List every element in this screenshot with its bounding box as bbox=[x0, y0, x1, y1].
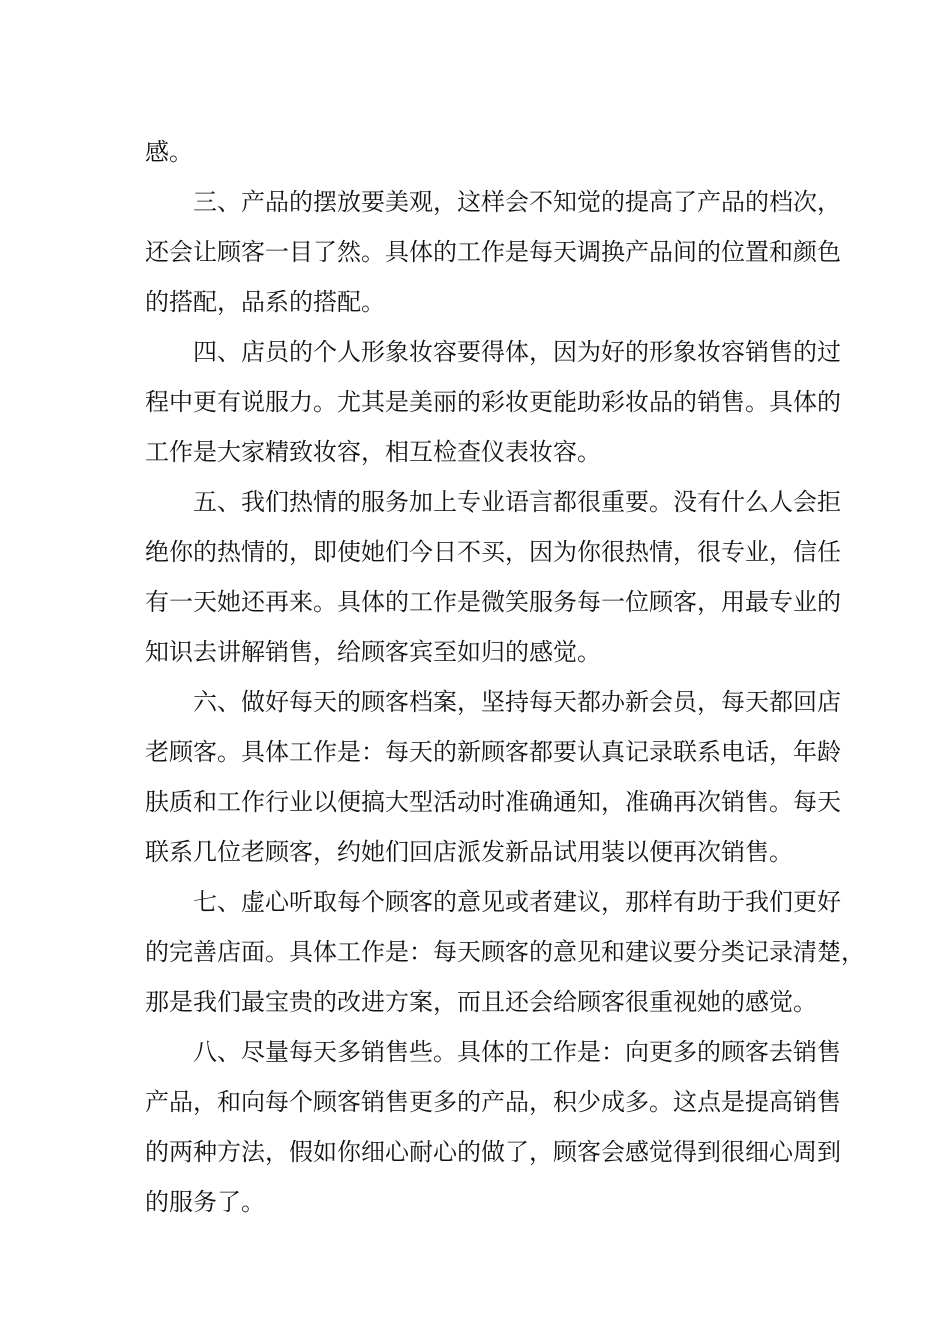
text-line: 感。 bbox=[145, 138, 193, 166]
text-line: 老顾客。具体工作是：每天的新顾客都要认真记录联系电话，年龄 bbox=[145, 738, 841, 766]
text-line: 有一天她还再来。具体的工作是微笑服务每一位顾客，用最专业的 bbox=[145, 588, 841, 616]
text-line: 肤质和工作行业以便搞大型活动时准确通知，准确再次销售。每天 bbox=[145, 788, 841, 816]
text-line: 绝你的热情的，即使她们今日不买，因为你很热情，很专业，信任 bbox=[145, 538, 841, 566]
paragraph-8-first-line: 八、尽量每天多销售些。具体的工作是：向更多的顾客去销售 bbox=[193, 1038, 841, 1066]
text-line: 程中更有说服力。尤其是美丽的彩妆更能助彩妆品的销售。具体的 bbox=[145, 388, 841, 416]
paragraph-5-first-line: 五、我们热情的服务加上专业语言都很重要。没有什么人会拒 bbox=[193, 488, 841, 516]
text-line: 那是我们最宝贵的改进方案，而且还会给顾客很重视她的感觉。 bbox=[145, 988, 817, 1016]
text-line: 知识去讲解销售，给顾客宾至如归的感觉。 bbox=[145, 638, 601, 666]
paragraph-6-first-line: 六、做好每天的顾客档案，坚持每天都办新会员，每天都回店 bbox=[193, 688, 841, 716]
text-line: 联系几位老顾客，约她们回店派发新品试用装以便再次销售。 bbox=[145, 838, 793, 866]
text-line: 的两种方法，假如你细心耐心的做了，顾客会感觉得到很细心周到 bbox=[145, 1138, 841, 1166]
paragraph-3-first-line: 三、产品的摆放要美观，这样会不知觉的提高了产品的档次， bbox=[193, 188, 841, 216]
text-line: 的完善店面。具体工作是：每天顾客的意见和建议要分类记录清楚， bbox=[145, 938, 865, 966]
text-line: 的服务了。 bbox=[145, 1188, 265, 1216]
paragraph-4-first-line: 四、店员的个人形象妆容要得体，因为好的形象妆容销售的过 bbox=[193, 338, 841, 366]
text-line: 工作是大家精致妆容，相互检查仪表妆容。 bbox=[145, 438, 601, 466]
text-line: 的搭配，品系的搭配。 bbox=[145, 288, 385, 316]
text-line: 产品，和向每个顾客销售更多的产品，积少成多。这点是提高销售 bbox=[145, 1088, 841, 1116]
paragraph-7-first-line: 七、虚心听取每个顾客的意见或者建议，那样有助于我们更好 bbox=[193, 888, 841, 916]
text-line: 还会让顾客一目了然。具体的工作是每天调换产品间的位置和颜色 bbox=[145, 238, 841, 266]
document-body bbox=[145, 130, 865, 1230]
